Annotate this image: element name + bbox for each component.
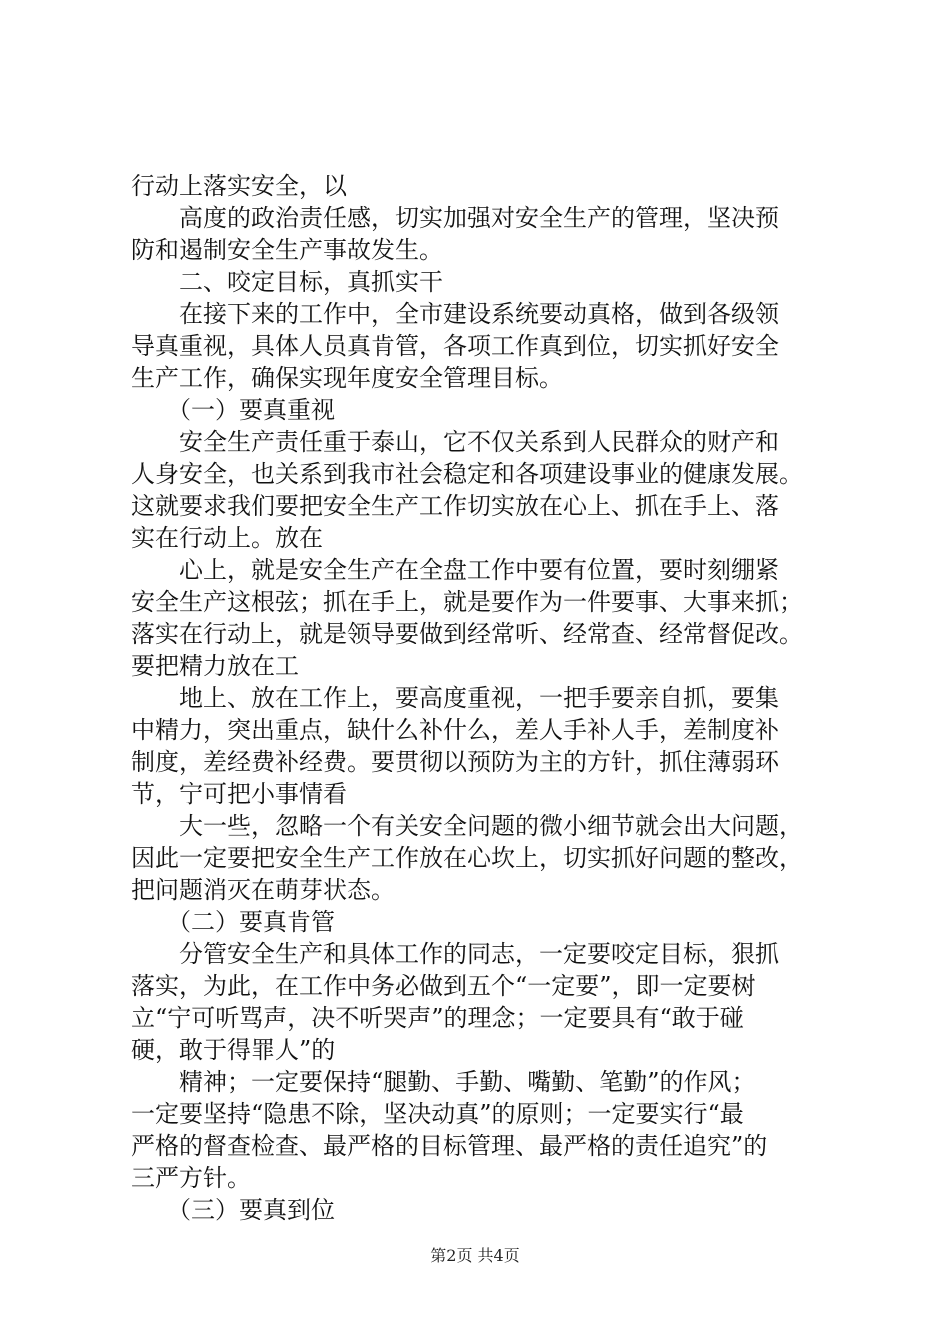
text-line: 安全生产责任重于泰山，它不仅关系到人民群众的财产和	[131, 428, 779, 456]
text-line: 把问题消灭在萌芽状态。	[131, 876, 395, 904]
text-line: 精神；一定要保持“腿勤、手勤、嘴勤、笔勤”的作风；	[131, 1068, 756, 1096]
section-heading: 二、咬定目标，真抓实干	[131, 268, 443, 296]
text-line: 制度，差经费补经费。要贯彻以预防为主的方针，抓住薄弱环	[131, 748, 779, 776]
text-line: 生产工作，确保实现年度安全管理目标。	[131, 364, 563, 392]
text-line: 高度的政治责任感，切实加强对安全生产的管理，坚决预	[131, 204, 779, 232]
text-line: 中精力，突出重点，缺什么补什么，差人手补人手，差制度补	[131, 716, 779, 744]
page-footer: 第2页 共4页	[430, 1246, 520, 1265]
text-line: 防和遏制安全生产事故发生。	[131, 236, 443, 264]
text-line: 落实，为此，在工作中务必做到五个“一定要”，即一定要树	[131, 972, 756, 1000]
subsection-heading: （三）要真到位	[131, 1196, 335, 1224]
text-line: 大一些，忽略一个有关安全问题的微小细节就会出大问题，	[131, 812, 803, 840]
text-line: 这就要求我们要把安全生产工作切实放在心上、抓在手上、落	[131, 492, 779, 520]
text-line: 安全生产这根弦；抓在手上，就是要作为一件要事、大事来抓；	[131, 588, 803, 616]
text-line: 因此一定要把安全生产工作放在心坎上，切实抓好问题的整改，	[131, 844, 803, 872]
text-line: 一定要坚持“隐患不除，坚决动真”的原则；一定要实行“最	[131, 1100, 744, 1128]
text-line: 实在行动上。放在	[131, 524, 323, 552]
text-line: 在接下来的工作中，全市建设系统要动真格，做到各级领	[131, 300, 779, 328]
text-line: 人身安全，也关系到我市社会稳定和各项建设事业的健康发展。	[131, 460, 803, 488]
text-line: 心上，就是安全生产在全盘工作中要有位置，要时刻绷紧	[131, 556, 779, 584]
text-line: 分管安全生产和具体工作的同志，一定要咬定目标，狠抓	[131, 940, 779, 968]
document-body	[131, 170, 831, 1226]
text-line: 节，宁可把小事情看	[131, 780, 347, 808]
text-line: 严格的督查检查、最严格的目标管理、最严格的责任追究”的	[131, 1132, 768, 1160]
subsection-heading: （二）要真肯管	[131, 908, 335, 936]
text-line: 三严方针。	[131, 1164, 251, 1192]
text-line: 行动上落实安全，以	[131, 172, 347, 200]
subsection-heading: （一）要真重视	[131, 396, 335, 424]
text-line: 地上、放在工作上，要高度重视，一把手要亲自抓，要集	[131, 684, 779, 712]
text-line: 硬，敢于得罪人”的	[131, 1036, 336, 1064]
text-line: 导真重视，具体人员真肯管，各项工作真到位，切实抓好安全	[131, 332, 779, 360]
text-line: 立“宁可听骂声，决不听哭声”的理念；一定要具有“敢于碰	[131, 1004, 744, 1032]
text-line: 落实在行动上，就是领导要做到经常听、经常查、经常督促改。	[131, 620, 803, 648]
text-line: 要把精力放在工	[131, 652, 299, 680]
